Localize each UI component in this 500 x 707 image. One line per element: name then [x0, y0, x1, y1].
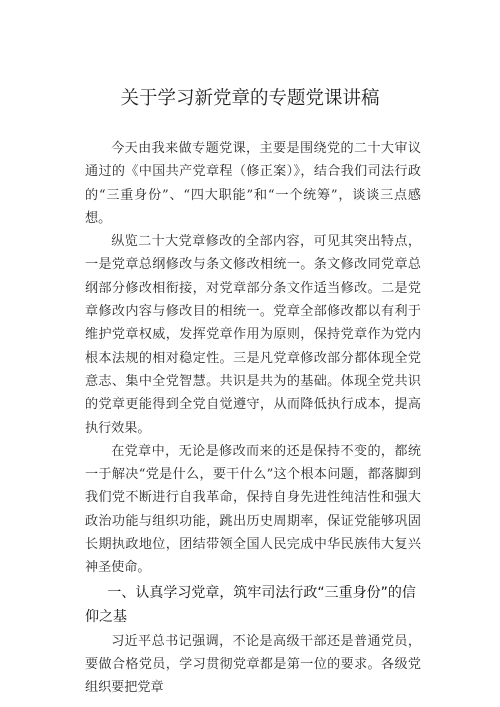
section-heading: 一、认真学习党章，筑牢司法行政“三重身份”的信仰之基 — [85, 584, 416, 625]
paragraph-section-one: 习近平总书记强调，不论是高级干部还是普通党员，要做合格党员，学习贯彻党章都是第一位的要求。各级党组织要把党章 — [85, 633, 421, 696]
document-body — [85, 137, 421, 700]
document-title: 关于学习新党章的专题党课讲稿 — [120, 88, 380, 109]
paragraph-features: 纵览二十大党章修改的全部内容，可见其突出特点，一是党章总纲修改与条文修改相统一。条文修改同党章总纲部分修改相衔接，对党章部分条文作适当修改。二是党章修改内容与修改目的相统一。党章全部修改都以有利于维护党章权威，发挥党章作用为原则，保持党章作为党内根本法规的相对稳定性。三是凡党章修改部分都体现全党意志、集中全党智慧。共识是共为的基础。体现全党共识的党章更能得到全党自觉遵守，从而降低执行成本，提高执行效果。 — [85, 234, 421, 436]
paragraph-core-question: 在党章中，无论是修改而来的还是保持不变的，都统一于解决“党是什么，要干什么”这个根本问题，都落脚到我们党不断进行自我革命，保持自身先进性纯洁性和强大政治功能与组织功能，跳出历史周期率，保证党能够巩固长期执政地位，团结带领全国人民完成中华民族伟大复兴神圣使命。 — [85, 443, 421, 576]
paragraph-intro: 今天由我来做专题党课，主要是围绕党的二十大审议通过的《中国共产党章程（修正案）》，结合我们司法行政的“三重身份”、“四大职能”和“一个统筹”，谈谈三点感想。 — [85, 141, 421, 226]
